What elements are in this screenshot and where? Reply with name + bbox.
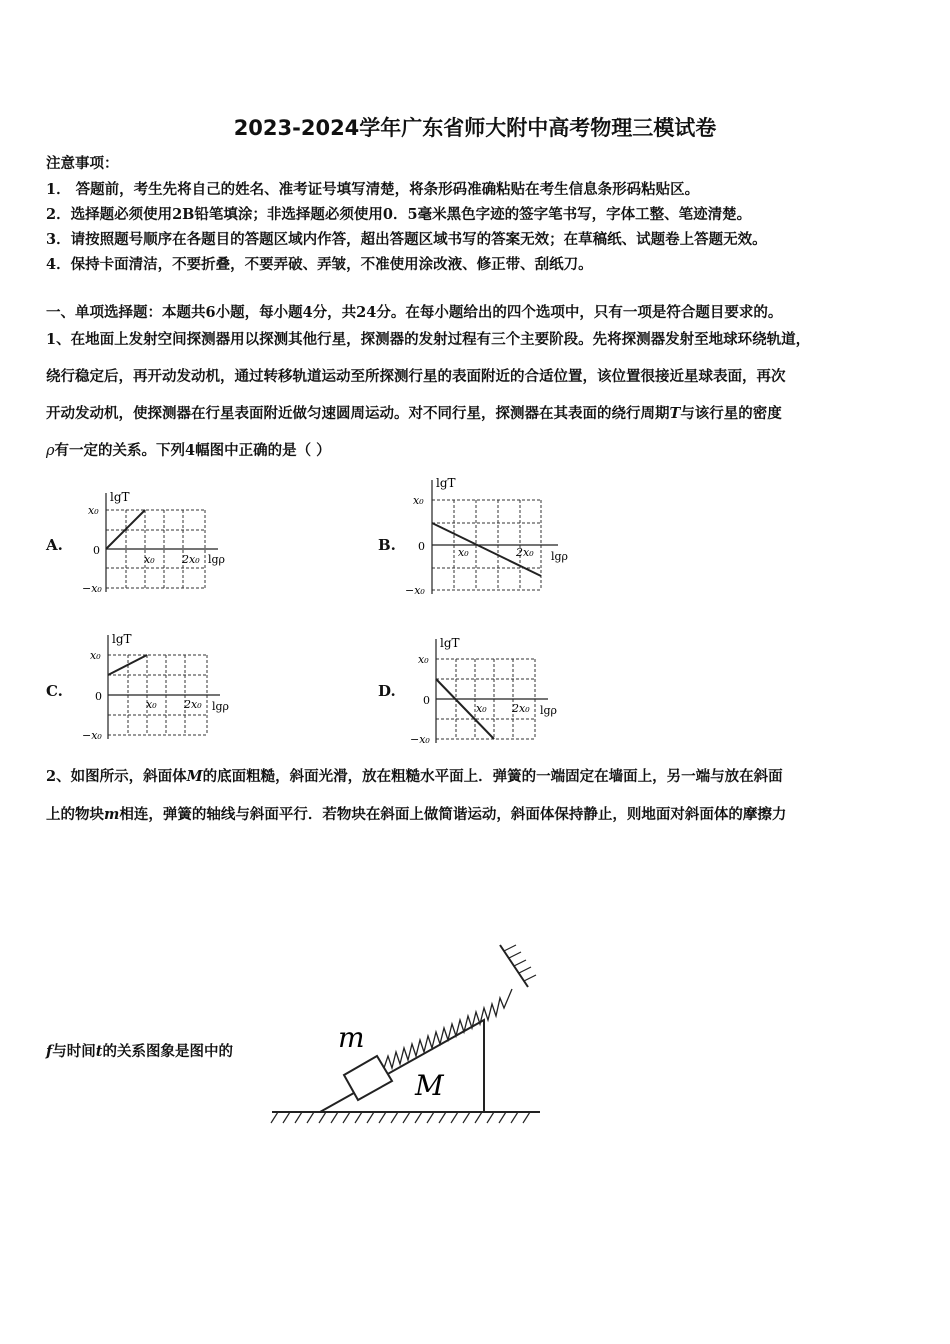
svg-text:2x₀: 2x₀ [184, 698, 202, 711]
q1-line-1: 1、在地面上发射空间探测器用以探测其他行星，探测器的发射过程有三个主要阶段。先将探测器发射至地球环绕轨道， [46, 331, 811, 348]
graph-b-ylabel: lgT [436, 476, 456, 490]
svg-text:x₀: x₀ [418, 653, 429, 666]
label-M: M [415, 1069, 444, 1102]
svg-text:0: 0 [93, 544, 100, 557]
svg-text:−x₀: −x₀ [405, 584, 425, 597]
var-T: T [669, 405, 681, 422]
graph-a-xlabel: lgρ [208, 553, 226, 566]
section-heading: 一、单项选择题：本题共6小题，每小题4分，共24分。在每小题给出的四个选项中，只有一项是符合题目要求的。 [46, 304, 783, 321]
graph-c-xlabel: lgρ [212, 700, 230, 713]
q1-line-2: 绕行稳定后，再开动发动机，通过转移轨道运动至所探测行星的表面附近的合适位置，该位置很接近星球表面，再次 [46, 368, 786, 385]
svg-text:−x₀: −x₀ [82, 582, 102, 595]
graph-a [78, 488, 248, 598]
svg-text:−x₀: −x₀ [82, 729, 102, 742]
label-m: m [338, 1021, 365, 1054]
page-title: 2023-2024学年广东省师大附中高考物理三模试卷 [233, 116, 717, 140]
graph-b-xlabel: lgρ [551, 550, 569, 563]
note-3: 3．请按照题号顺序在各题目的答题区域内作答，超出答题区域书写的答案无效；在草稿纸、试题卷上答题无效。 [46, 231, 767, 248]
q1-line-3: 开动发动机，使探测器在行星表面附近做匀速圆周运动。对不同行星，探测器在其表面的绕行周期T与该行星的密度 [46, 405, 782, 422]
option-c-label: C. [46, 682, 63, 700]
svg-text:0: 0 [423, 694, 430, 707]
option-b-label: B. [378, 536, 396, 554]
graph-d-xlabel: lgρ [540, 704, 558, 717]
svg-text:x₀: x₀ [88, 504, 99, 517]
q1-line-4: ρ有一定的关系。下列4幅图中正确的是（ ） [46, 442, 331, 459]
svg-text:x₀: x₀ [146, 698, 157, 711]
note-2: 2．选择题必须使用2B铅笔填涂；非选择题必须使用0．5毫米黑色字迹的签字笔书写，字体工整、笔迹清楚。 [46, 206, 752, 223]
graph-b [403, 472, 583, 602]
incline-spring-figure [268, 935, 548, 1135]
q2-line-2: 上的物块m相连，弹簧的轴线与斜面平行．若物块在斜面上做简谐运动，斜面体保持静止，则地面对斜面体的摩擦力 [46, 806, 787, 823]
option-a-label: A. [46, 536, 63, 554]
graph-a-ylabel: lgT [110, 490, 130, 504]
svg-text:0: 0 [418, 540, 425, 553]
graph-d [408, 634, 578, 749]
spring [384, 989, 512, 1068]
option-d-label: D. [378, 682, 396, 700]
graph-c-ylabel: lgT [112, 632, 132, 646]
note-1: 1． 答题前，考生先将自己的姓名、准考证号填写清楚，将条形码准确粘贴在考生信息条形码粘贴区。 [46, 181, 700, 198]
graph-d-ylabel: lgT [440, 636, 460, 650]
note-4: 4．保持卡面清洁，不要折叠，不要弄破、弄皱，不准使用涂改液、修正带、刮纸刀。 [46, 256, 593, 273]
graph-c [80, 630, 250, 745]
svg-text:x₀: x₀ [144, 553, 155, 566]
svg-text:−x₀: −x₀ [410, 733, 430, 746]
svg-text:x₀: x₀ [90, 649, 101, 662]
svg-text:x₀: x₀ [458, 546, 469, 559]
svg-text:x₀: x₀ [413, 494, 424, 507]
svg-text:2x₀: 2x₀ [516, 546, 534, 559]
svg-text:x₀: x₀ [476, 702, 487, 715]
svg-text:2x₀: 2x₀ [512, 702, 530, 715]
var-rho: ρ [46, 443, 55, 459]
q2-line-1: 2、如图所示，斜面体M的底面粗糙，斜面光滑，放在粗糙水平面上．弹簧的一端固定在墙面上，另一端与放在斜面 [46, 768, 783, 785]
notes-heading: 注意事项： [46, 155, 119, 172]
q2-line-3: f与时间t的关系图象是图中的 [46, 1043, 233, 1060]
svg-text:2x₀: 2x₀ [182, 553, 200, 566]
svg-text:0: 0 [95, 690, 102, 703]
